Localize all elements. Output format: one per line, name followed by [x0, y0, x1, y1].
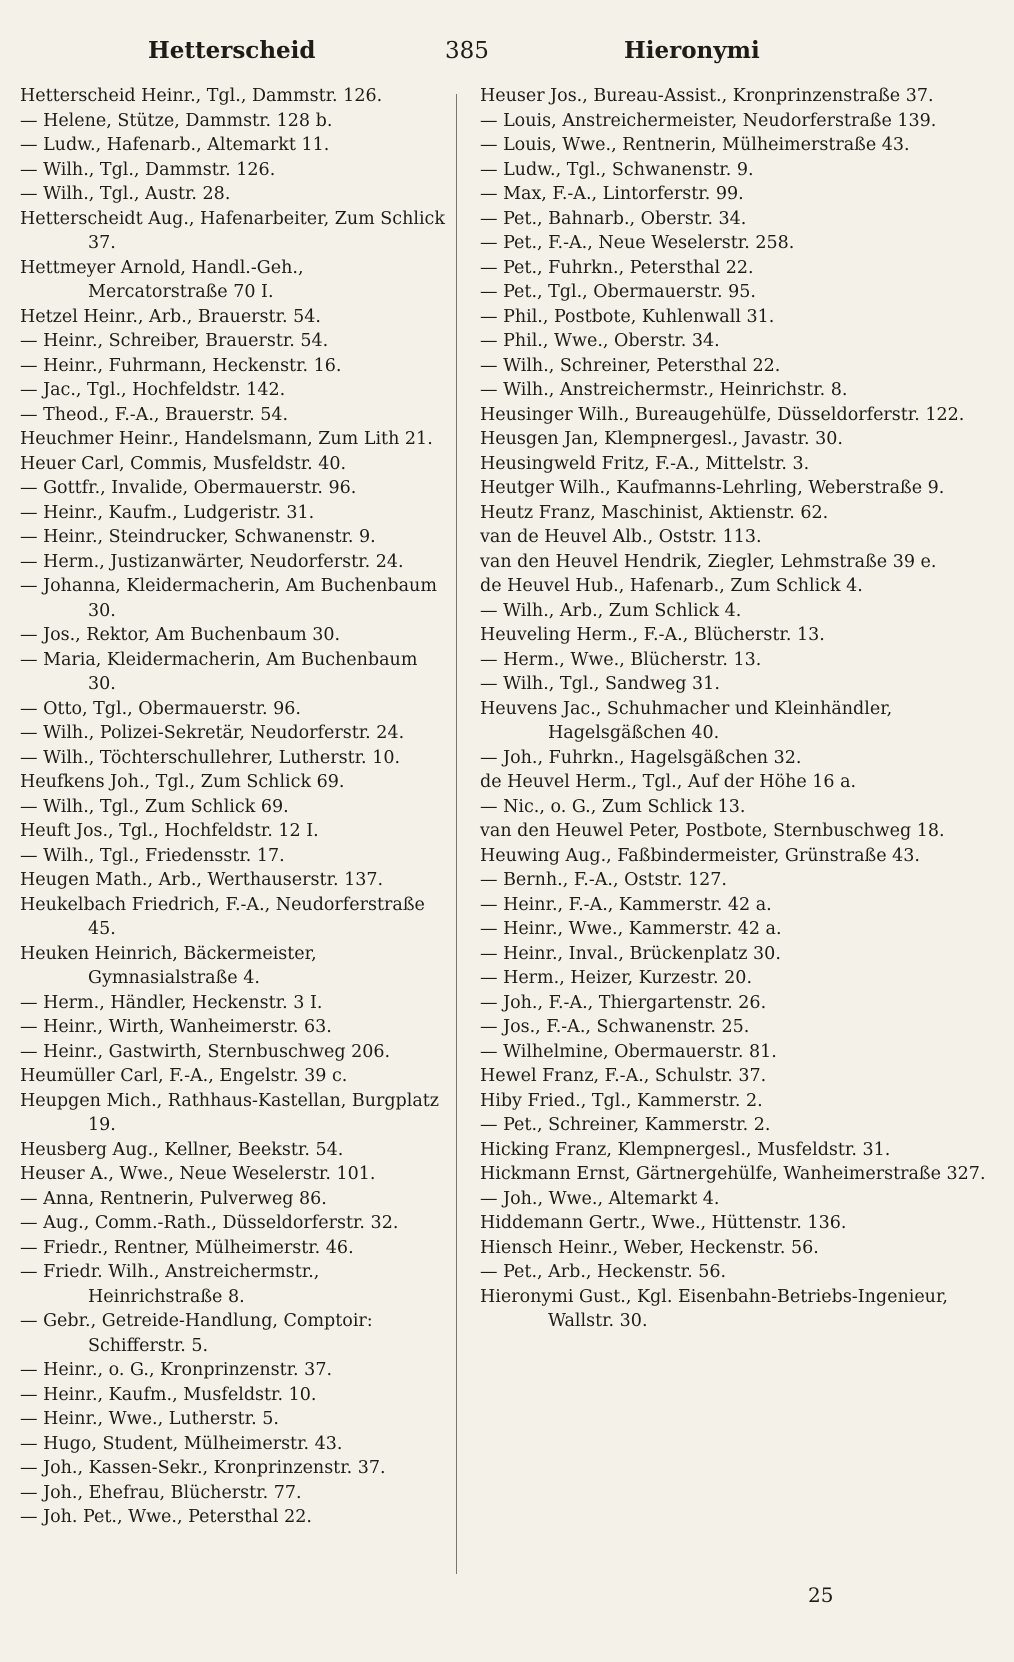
directory-entry: — Pet., F.-A., Neue Weselerstr. 258. [480, 233, 795, 253]
directory-entry: Hetterscheidt Aug., Hafenarbeiter, Zum Schlick 37. [20, 208, 445, 253]
directory-entry: Heupgen Mich., Rathhaus-Kastellan, Burgplatz 19. [20, 1090, 440, 1135]
directory-entry: de Heuvel Hub., Hafenarb., Zum Schlick 4. [480, 576, 863, 596]
directory-entry: — Phil., Postbote, Kuhlenwall 31. [480, 306, 775, 327]
directory-entry: — Heinr., o. G., Kronprinzenstr. 37. [20, 1360, 333, 1380]
directory-entry: Heuken Heinrich, Bäckermeister, Gymnasialstraße 4. [20, 943, 317, 988]
directory-entry: — Wilh., Tgl., Austr. 28. [20, 184, 231, 204]
directory-entry: — Wilhelmine, Obermauerstr. 81. [480, 1041, 777, 1062]
directory-entry: — Phil., Wwe., Oberstr. 34. [480, 331, 720, 351]
directory-entry: Heufkens Joh., Tgl., Zum Schlick 69. [20, 772, 345, 792]
directory-entry: — Pet., Tgl., Obermauerstr. 95. [480, 282, 756, 302]
directory-entry: Heuvens Jac., Schuhmacher und Kleinhändler, Hagelsgäßchen 40. [480, 698, 893, 743]
directory-entry: Hiensch Heinr., Weber, Heckenstr. 56. [480, 1237, 819, 1258]
directory-entry: Heukelbach Friedrich, F.-A., Neudorferstraße 45. [20, 894, 425, 939]
directory-entry: — Otto, Tgl., Obermauerstr. 96. [20, 698, 301, 719]
directory-entry: — Hugo, Student, Mülheimerstr. 43. [20, 1433, 343, 1454]
directory-entry: — Jac., Tgl., Hochfeldstr. 142. [20, 380, 286, 400]
directory-entry: Heuchmer Heinr., Handelsmann, Zum Lith 21. [20, 429, 433, 449]
directory-entry: van de Heuvel Alb., Oststr. 113. [480, 527, 762, 547]
directory-entry: Heugen Math., Arb., Werthauserstr. 137. [20, 870, 384, 890]
directory-entry: Heuer Carl, Commis, Musfeldstr. 40. [20, 453, 347, 474]
directory-entry: — Max, F.-A., Lintorferstr. 99. [480, 184, 744, 204]
left-column [20, 84, 448, 1530]
directory-entry: — Ludw., Tgl., Schwanenstr. 9. [480, 159, 754, 180]
directory-entry: — Friedr. Wilh., Anstreichermstr., Heinrichstraße 8. [20, 1262, 320, 1307]
directory-entry: — Herm., Wwe., Blücherstr. 13. [480, 649, 762, 670]
directory-entry: — Pet., Bahnarb., Oberstr. 34. [480, 208, 747, 229]
directory-entry: Hetzel Heinr., Arb., Brauerstr. 54. [20, 306, 321, 327]
directory-entry: — Wilh., Schreiner, Petersthal 22. [480, 355, 781, 376]
directory-entry: Heusingweld Fritz, F.-A., Mittelstr. 3. [480, 453, 810, 474]
directory-entry: — Herm., Justizanwärter, Neudorferstr. 24. [20, 551, 404, 572]
directory-entry: — Heinr., Wwe., Kammerstr. 42 a. [480, 919, 782, 939]
directory-entry: Heuft Jos., Tgl., Hochfeldstr. 12 I. [20, 821, 319, 841]
directory-entry: — Maria, Kleidermacherin, Am Buchenbaum 30. [20, 649, 418, 694]
directory-entry: — Jos., F.-A., Schwanenstr. 25. [480, 1017, 750, 1037]
directory-entry: — Herm., Händler, Heckenstr. 3 I. [20, 992, 323, 1013]
directory-entry: — Heinr., F.-A., Kammerstr. 42 a. [480, 894, 772, 915]
directory-entry: — Joh., Ehefrau, Blücherstr. 77. [20, 1482, 302, 1503]
page-header [0, 36, 1014, 70]
directory-entry: — Anna, Rentnerin, Pulverweg 86. [20, 1188, 327, 1209]
column-divider [456, 94, 457, 1574]
directory-entry: Hiby Fried., Tgl., Kammerstr. 2. [480, 1090, 763, 1111]
directory-entry: van den Heuwel Peter, Postbote, Sternbuschweg 18. [480, 821, 945, 841]
directory-entry: — Wilh., Tgl., Zum Schlick 69. [20, 796, 289, 817]
directory-entry: — Wilh., Polizei-Sekretär, Neudorferstr. 24. [20, 723, 405, 743]
directory-entry: Hicking Franz, Klempnergesl., Musfeldstr. 31. [480, 1139, 891, 1160]
directory-entry: Heuser A., Wwe., Neue Weselerstr. 101. [20, 1164, 376, 1184]
directory-entry: — Louis, Anstreichermeister, Neudorferstraße 139. [480, 110, 937, 131]
directory-entry: Heutger Wilh., Kaufmanns-Lehrling, Weberstraße 9. [480, 478, 945, 498]
directory-entry: Heusberg Aug., Kellner, Beekstr. 54. [20, 1139, 344, 1160]
directory-entry: de Heuvel Herm., Tgl., Auf der Höhe 16 a. [480, 772, 857, 792]
directory-entry: — Heinr., Schreiber, Brauerstr. 54. [20, 331, 329, 351]
directory-entry: — Louis, Wwe., Rentnerin, Mülheimerstraße 43. [480, 135, 910, 155]
directory-entry: Heumüller Carl, F.-A., Engelstr. 39 c. [20, 1066, 348, 1086]
directory-entry: — Pet., Arb., Heckenstr. 56. [480, 1262, 727, 1282]
header-left-keyword: Hetterscheid [148, 37, 316, 64]
directory-entry: van den Heuvel Hendrik, Ziegler, Lehmstraße 39 e. [480, 551, 937, 572]
directory-entry: Heuwing Aug., Faßbindermeister, Grünstraße 43. [480, 845, 920, 866]
directory-entry: — Johanna, Kleidermacherin, Am Buchenbaum 30. [20, 576, 437, 621]
directory-entry: — Heinr., Gastwirth, Sternbuschweg 206. [20, 1041, 391, 1062]
directory-entry: — Bernh., F.-A., Oststr. 127. [480, 870, 727, 890]
directory-entry: — Nic., o. G., Zum Schlick 13. [480, 796, 746, 817]
directory-entry: Hickmann Ernst, Gärtnergehülfe, Wanheimerstraße 327. [480, 1164, 986, 1184]
directory-entry: — Heinr., Fuhrmann, Heckenstr. 16. [20, 355, 342, 376]
directory-entry: — Heinr., Wirth, Wanheimerstr. 63. [20, 1017, 332, 1037]
directory-entry: — Gottfr., Invalide, Obermauerstr. 96. [20, 478, 357, 498]
directory-entry: Hiddemann Gertr., Wwe., Hüttenstr. 136. [480, 1213, 847, 1233]
directory-entry: — Joh., Wwe., Altemarkt 4. [480, 1188, 720, 1209]
directory-entry: — Wilh., Tgl., Friedensstr. 17. [20, 845, 285, 866]
directory-entry: Heusinger Wilh., Bureaugehülfe, Düsseldorferstr. 122. [480, 404, 965, 425]
directory-entry: — Wilh., Tgl., Dammstr. 126. [20, 159, 276, 180]
directory-entry: — Heinr., Inval., Brückenplatz 30. [480, 943, 781, 964]
directory-entry: Heutz Franz, Maschinist, Aktienstr. 62. [480, 502, 829, 523]
directory-entry: — Herm., Heizer, Kurzestr. 20. [480, 968, 753, 988]
directory-entry: Hetterscheid Heinr., Tgl., Dammstr. 126. [20, 86, 383, 106]
directory-entry: — Wilh., Töchterschullehrer, Lutherstr. 10. [20, 747, 401, 768]
header-right-keyword: Hieronymi [624, 37, 760, 64]
directory-entry: — Joh., Fuhrkn., Hagelsgäßchen 32. [480, 747, 802, 768]
directory-entry: — Friedr., Rentner, Mülheimerstr. 46. [20, 1237, 354, 1258]
directory-entry: — Heinr., Kaufm., Musfeldstr. 10. [20, 1384, 317, 1405]
directory-entry: Heuser Jos., Bureau-Assist., Kronprinzenstraße 37. [480, 86, 934, 106]
directory-entry: — Jos., Rektor, Am Buchenbaum 30. [20, 625, 341, 645]
directory-entry: Heusgen Jan, Klempnergesl., Javastr. 30. [480, 429, 843, 449]
directory-entry: — Aug., Comm.-Rath., Düsseldorferstr. 32. [20, 1213, 399, 1233]
directory-entry: — Theod., F.-A., Brauerstr. 54. [20, 404, 289, 425]
directory-entry: Hewel Franz, F.-A., Schulstr. 37. [480, 1066, 767, 1086]
directory-entry: — Pet., Fuhrkn., Petersthal 22. [480, 257, 754, 278]
directory-entry: — Joh., F.-A., Thiergartenstr. 26. [480, 992, 767, 1013]
directory-entry: — Ludw., Hafenarb., Altemarkt 11. [20, 135, 330, 155]
directory-entry: — Wilh., Arb., Zum Schlick 4. [480, 600, 742, 621]
directory-entry: Hieronymi Gust., Kgl. Eisenbahn-Betriebs-Ingenieur, Wallstr. 30. [480, 1286, 948, 1331]
directory-entry: Heuveling Herm., F.-A., Blücherstr. 13. [480, 625, 825, 645]
directory-entry: Hettmeyer Arnold, Handl.-Geh., Mercatorstraße 70 I. [20, 257, 304, 302]
directory-entry: — Pet., Schreiner, Kammerstr. 2. [480, 1115, 771, 1135]
directory-entry: — Wilh., Tgl., Sandweg 31. [480, 674, 720, 694]
directory-entry: — Heinr., Wwe., Lutherstr. 5. [20, 1409, 279, 1429]
directory-entry: — Joh. Pet., Wwe., Petersthal 22. [20, 1507, 312, 1527]
directory-entry: — Wilh., Anstreichermstr., Heinrichstr. 8. [480, 380, 848, 400]
directory-entry: — Gebr., Getreide-Handlung, Comptoir: Schifferstr. 5. [20, 1311, 373, 1356]
sheet-number: 25 [808, 1583, 834, 1607]
directory-entry: — Heinr., Steindrucker, Schwanenstr. 9. [20, 527, 376, 547]
right-column [480, 84, 1000, 1334]
directory-entry: — Helene, Stütze, Dammstr. 128 b. [20, 110, 333, 131]
directory-entry: — Heinr., Kaufm., Ludgeristr. 31. [20, 502, 315, 523]
page-number: 385 [445, 38, 489, 64]
directory-entry: — Joh., Kassen-Sekr., Kronprinzenstr. 37. [20, 1458, 386, 1478]
